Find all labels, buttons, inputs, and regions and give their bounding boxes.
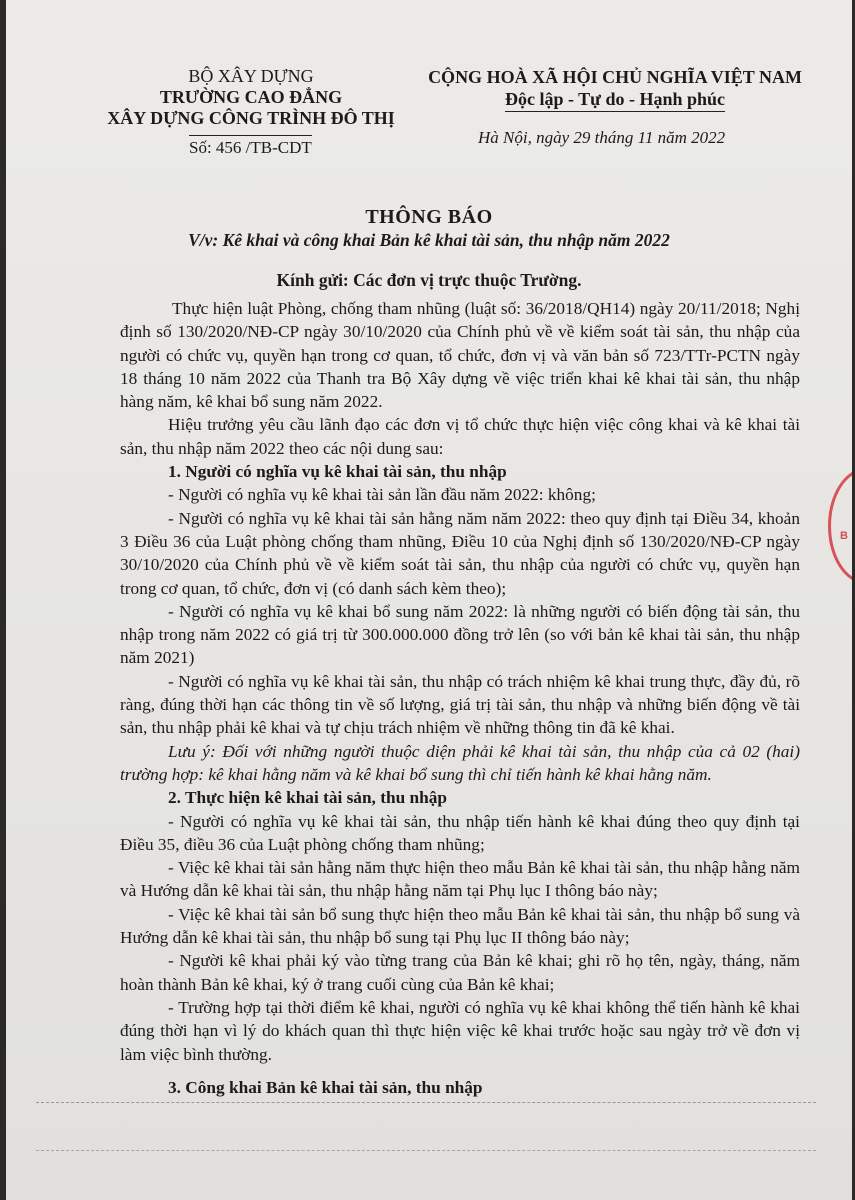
- section-1-heading: 1. Người có nghĩa vụ kê khai tài sản, thu nhập: [168, 462, 507, 482]
- section-1-item-d: - Người có nghĩa vụ kê khai tài sản, thu nhập có trách nhiệm kê khai trung thực, đầy đủ, rõ ràng, đúng thời hạn các thông tin về số lượng, giá trị tài sản, thu nhập và những biến động về tài sản, thu nhập phải kê khai và tự chịu trách nhiệm về những thông tin đã kê khai.: [120, 671, 800, 738]
- page-divider: [36, 1102, 816, 1103]
- national-motto: Độc lập - Tự do - Hạnh phúc: [505, 88, 725, 112]
- section-2-item-c: - Việc kê khai tài sản bổ sung thực hiện theo mẫu Bản kê khai tài sản, thu nhập bổ sung và Hướng dẫn kê khai tài sản, thu nhập bổ sung tại Phụ lục II thông báo này;: [120, 904, 800, 948]
- section-2-item-b: - Việc kê khai tài sản hằng năm thực hiện theo mẫu Bản kê khai tài sản, thu nhập hằng năm và Hướng dẫn kê khai tài sản, thu nhập hằng năm tại Phụ lục I thông báo này;: [120, 858, 800, 901]
- section-1-item-a: - Người có nghĩa vụ kê khai tài sản lần đầu năm 2022: không;: [168, 485, 596, 505]
- stamp-letter: B: [840, 530, 848, 542]
- reference-number: [189, 135, 312, 159]
- section-2-item-a: - Người có nghĩa vụ kê khai tài sản, thu nhập tiến hành kê khai đúng theo quy định tại Điều 35, điều 36 của Luật phòng chống tham nhũng;: [120, 811, 800, 854]
- section-2-item-e: - Trường hợp tại thời điểm kê khai, người có nghĩa vụ kê khai không thể tiến hành kê khai đúng thời hạn vì lý do khách quan thì thực hiện việc kê khai trước hoặc sau ngày trở về đơn vị làm việc bình thường.: [120, 997, 800, 1064]
- section-1-item-b: - Người có nghĩa vụ kê khai tài sản hằng năm năm 2022: theo quy định tại Điều 34, khoản 3 Điều 36 của Luật phòng chống tham nhũng, Điều 10 của Nghị định số 130/2020/NĐ-CP ngày 30/10/2020 của Chính phủ về về kiểm soát tài sản, thu nhập của người có chức vụ, quyền hạn trong cơ quan, tổ chức, đơn vị (có danh sách kèm theo);: [120, 508, 800, 598]
- school-name-line2: XÂY DỰNG CÔNG TRÌNH ĐÔ THỊ: [107, 108, 395, 128]
- page-divider-lower: [36, 1150, 816, 1151]
- section-2-heading: 2. Thực hiện kê khai tài sản, thu nhập: [168, 788, 447, 808]
- ministry-name: BỘ XÂY DỰNG: [188, 66, 314, 86]
- reference-number-text: Số: 456 /TB-CDT: [189, 135, 312, 159]
- paragraph-request: Hiệu trưởng yêu cầu lãnh đạo các đơn vị tổ chức thực hiện việc công khai và kê khai tài sản, thu nhập năm 2022 theo các nội dung sau:: [120, 415, 800, 458]
- section-1-item-c: - Người có nghĩa vụ kê khai bổ sung năm 2022: là những người có biến động tài sản, thu nhập trong năm 2022 có giá trị từ 300.000.000 đồng trở lên (so với bản kê khai tài sản, thu nhập năm 2021): [120, 601, 800, 668]
- section-3-heading: 3. Công khai Bản kê khai tài sản, thu nhập: [168, 1077, 483, 1097]
- national-header: [422, 66, 808, 112]
- section-2-item-d: - Người kê khai phải ký vào từng trang của Bản kê khai; ghi rõ họ tên, ngày, tháng, năm hoàn thành Bản kê khai, ký ở trang cuối cùng của Bản kê khai;: [120, 951, 800, 994]
- section-1-note: Lưu ý: Đối với những người thuộc diện phải kê khai tài sản, thu nhập của cả 02 (hai) trường hợp: kê khai hằng năm và kê khai bổ sung thì chỉ tiến hành kê khai hằng năm.: [120, 741, 800, 784]
- issuer-header: [86, 66, 416, 129]
- document-subject: V/v: Kê khai và công khai Bản kê khai tài sản, thu nhập năm 2022: [188, 230, 670, 250]
- red-seal-stamp: [828, 468, 852, 584]
- issue-date: Hà Nội, ngày 29 tháng 11 năm 2022: [478, 128, 726, 147]
- document-body: [120, 297, 800, 1099]
- recipient-line: Kính gửi: Các đơn vị trực thuộc Trường.: [276, 270, 582, 290]
- document-title: THÔNG BÁO: [365, 206, 493, 228]
- school-name-line1: TRƯỜNG CAO ĐẲNG: [159, 87, 343, 107]
- country-name: CỘNG HOÀ XÃ HỘI CHỦ NGHĨA VIỆT NAM: [428, 67, 802, 87]
- paragraph-legal-basis: Thực hiện luật Phòng, chống tham nhũng (luật số: 36/2018/QH14) ngày 20/11/2018; Nghị định số 130/2020/NĐ-CP ngày 30/10/2020 của Chính phủ về về kiểm soát tài sản, thu nhập của người có chức vụ, quyền hạn trong cơ quan, tổ chức, đơn vị và văn bản số 723/TTr-PCTN ngày 18 tháng 10 năm 2022 của Thanh tra Bộ Xây dựng về việc triển khai kê khai tài sản, thu nhập hàng năm, kê khai bổ sung năm 2022.: [120, 299, 800, 412]
- document-page: [6, 0, 852, 1200]
